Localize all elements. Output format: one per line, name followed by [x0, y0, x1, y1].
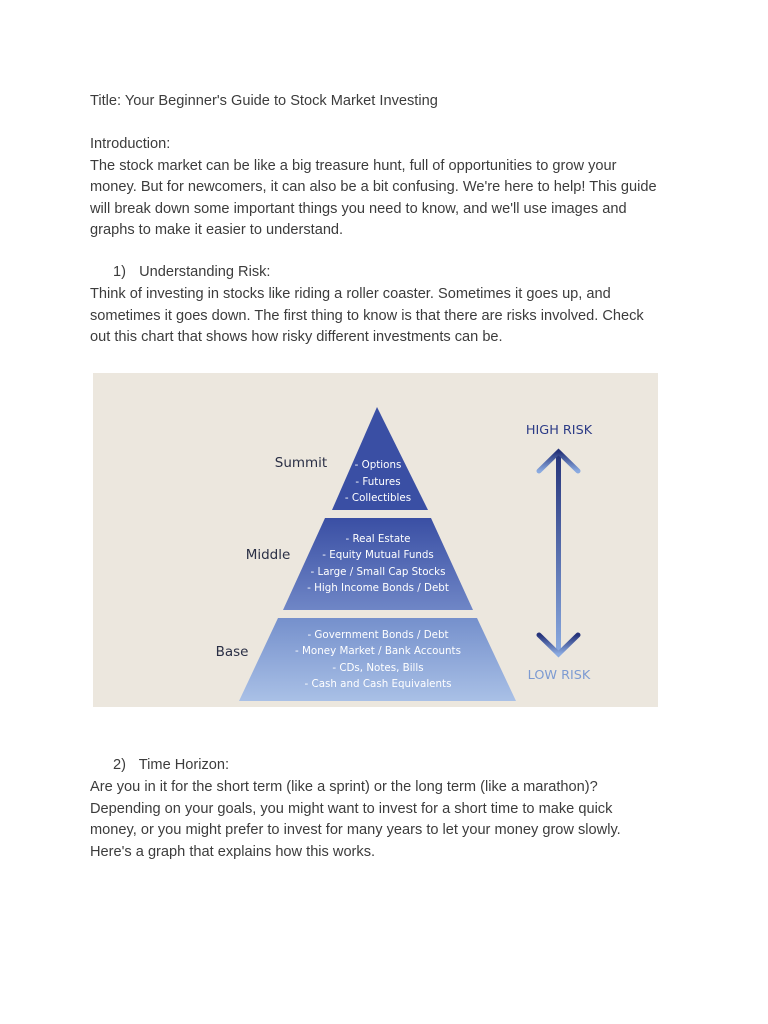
base-item: - Cash and Cash Equivalents — [304, 678, 452, 690]
intro-line: will break down some important things you need to know, and we'll use images and — [90, 200, 627, 217]
section-title: Understanding Risk: — [139, 264, 271, 280]
summit-item: - Collectibles — [344, 492, 412, 504]
double-arrow-icon — [539, 452, 578, 654]
risk-pyramid-figure — [93, 373, 658, 707]
section-number: 2) — [113, 757, 126, 773]
risk-section-body — [90, 284, 690, 349]
section-heading-time-horizon — [113, 755, 229, 777]
middle-item: - High Income Bonds / Debt — [307, 582, 449, 594]
base-item: - CDs, Notes, Bills — [332, 662, 424, 674]
section-heading-risk — [113, 262, 270, 284]
middle-item: - Real Estate — [345, 533, 411, 545]
high-risk-label: HIGH RISK — [525, 423, 593, 438]
middle-item: - Equity Mutual Funds — [322, 549, 434, 561]
introduction-section — [90, 134, 690, 242]
risk-pyramid-diagram — [93, 373, 658, 707]
base-item: - Government Bonds / Debt — [307, 629, 449, 641]
middle-tier — [283, 518, 473, 610]
intro-heading: Introduction: — [90, 136, 171, 152]
time-horizon-section-body — [90, 777, 690, 863]
intro-line: money. But for newcomers, it can also be a bit confusing. We're here to help! This guide — [90, 179, 657, 195]
summit-label: Summit — [274, 455, 328, 471]
document-title — [90, 91, 690, 113]
middle-item: - Large / Small Cap Stocks — [310, 566, 446, 578]
summit-item: - Options — [354, 459, 402, 471]
base-item: - Money Market / Bank Accounts — [295, 645, 461, 657]
section-number: 1) — [113, 264, 126, 280]
low-risk-label: LOW RISK — [527, 668, 591, 683]
body-line: Are you in it for the short term (like a sprint) or the long term (like a marathon)? — [90, 779, 598, 795]
body-line: sometimes it goes down. The first thing to know is that there are risks involved. Check — [90, 307, 644, 324]
title-line: Title: Your Beginner's Guide to Stock Market Investing — [90, 93, 438, 109]
intro-line: graphs to make it easier to understand. — [90, 222, 344, 238]
body-line: Depending on your goals, you might want to invest for a short time to make quick — [90, 800, 613, 817]
middle-label: Middle — [245, 547, 291, 563]
body-line: Think of investing in stocks like riding a roller coaster. Sometimes it goes up, and — [90, 286, 611, 302]
body-line: out this chart that shows how risky different investments can be. — [90, 329, 503, 345]
base-label: Base — [215, 644, 249, 660]
intro-line: The stock market can be like a big treasure hunt, full of opportunities to grow your — [90, 157, 617, 174]
section-title: Time Horizon: — [138, 757, 230, 773]
summit-item: - Futures — [355, 476, 401, 488]
body-line: Here's a graph that explains how this works. — [90, 843, 376, 860]
body-line: money, or you might prefer to invest for many years to let your money grow slowly. — [90, 822, 621, 838]
